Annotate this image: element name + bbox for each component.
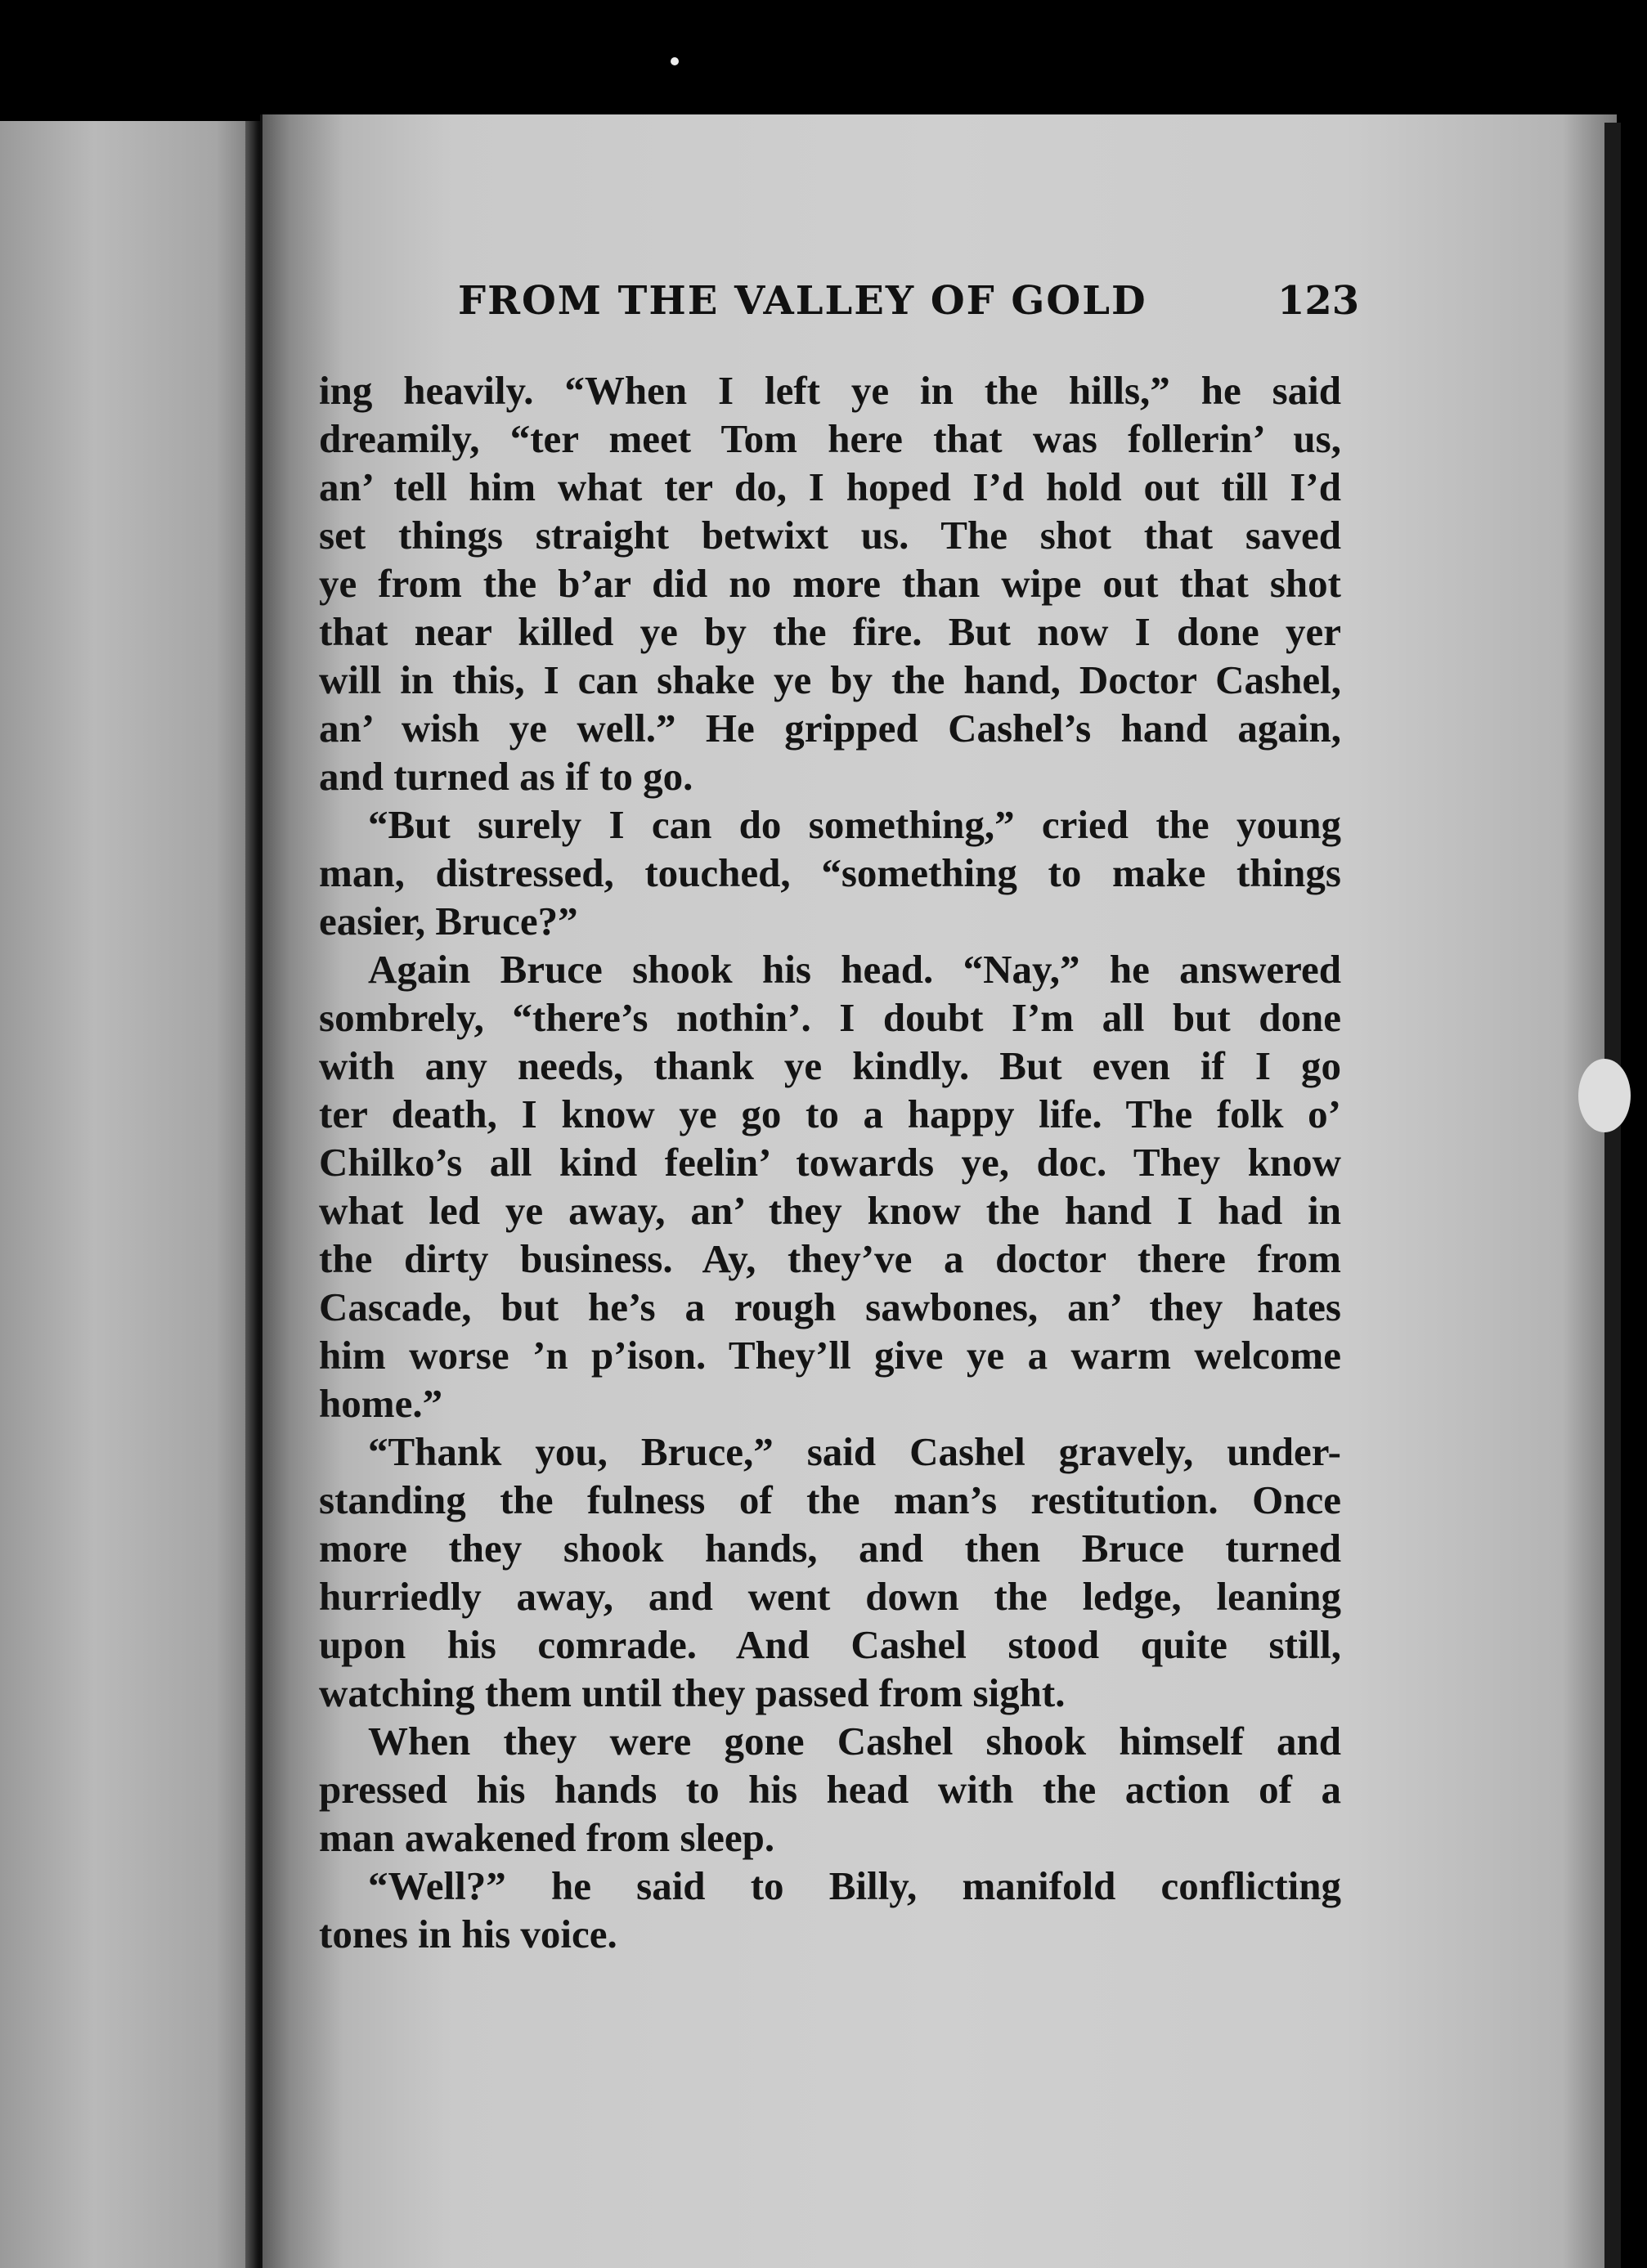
text-line: “But surely I can do something,” cried the young — [368, 802, 1341, 847]
body-text — [319, 366, 1341, 1958]
text-line: with any needs, thank ye kindly. But even if I go — [319, 1043, 1341, 1088]
text-line: hurriedly away, and went down the ledge, leaning — [319, 1574, 1341, 1619]
text-line: an’ wish ye well.” He gripped Cashel’s hand again, — [319, 706, 1341, 751]
text-line: pressed his hands to his head with the action of a — [319, 1767, 1341, 1812]
text-line: Chilko’s all kind feelin’ towards ye, doc. They know — [319, 1140, 1341, 1185]
text-line: more they shook hands, and then Bruce turned — [319, 1526, 1341, 1571]
text-line: “Well?” he said to Billy, manifold conflicting — [368, 1863, 1341, 1908]
text-line: upon his comrade. And Cashel stood quite still, — [319, 1622, 1341, 1667]
text-line: dreamily, “ter meet Tom here that was follerin’ us, — [319, 416, 1341, 461]
text-line: set things straight betwixt us. The shot that saved — [319, 513, 1341, 558]
paragraph — [319, 366, 1341, 800]
text-line: tones in his voice. — [319, 1912, 617, 1956]
text-line: ter death, I know ye go to a happy life. The folk o’ — [319, 1091, 1341, 1136]
paragraph — [319, 945, 1341, 1428]
paragraph — [319, 1428, 1341, 1717]
scan-speck — [1578, 1059, 1631, 1132]
text-line: “Thank you, Bruce,” said Cashel gravely, under- — [368, 1429, 1341, 1474]
text-line: an’ tell him what ter do, I hoped I’d hold out till I’d — [319, 464, 1341, 509]
scan-speck — [671, 57, 679, 65]
text-line: standing the fulness of the man’s restitution. Once — [319, 1477, 1341, 1522]
text-line: Again Bruce shook his head. “Nay,” he answered — [368, 947, 1341, 992]
text-line: watching them until they passed from sight. — [319, 1670, 1066, 1715]
text-line: him worse ’n p’ison. They’ll give ye a warm welcome — [319, 1333, 1341, 1378]
paragraph — [319, 800, 1341, 945]
text-line: man awakened from sleep. — [319, 1815, 775, 1860]
text-line: easier, Bruce?” — [319, 899, 578, 944]
text-line: ye from the b’ar did no more than wipe out that shot — [319, 561, 1341, 606]
text-line: that near killed ye by the fire. But now I done yer — [319, 609, 1341, 654]
paragraph — [319, 1717, 1341, 1862]
text-line: ing heavily. “When I left ye in the hills,” he said — [319, 368, 1341, 413]
text-line: sombrely, “there’s nothin’. I doubt I’m all but done — [319, 995, 1341, 1040]
text-line: When they were gone Cashel shook himself and — [368, 1719, 1341, 1764]
text-line: Cascade, but he’s a rough sawbones, an’ they hates — [319, 1284, 1341, 1329]
running-title: FROM THE VALLEY OF GOLD — [458, 278, 1147, 324]
text-line: the dirty business. Ay, they’ve a doctor there from — [319, 1236, 1341, 1281]
text-line: will in this, I can shake ye by the hand, Doctor Cashel, — [319, 657, 1341, 702]
text-line: home.” — [319, 1381, 443, 1426]
previous-page-margin — [0, 121, 270, 2268]
paragraph — [319, 1862, 1341, 1958]
page-right-edge — [1604, 123, 1621, 2268]
text-line: what led ye away, an’ they know the hand I had in — [319, 1188, 1341, 1233]
page-number: 123 — [1277, 278, 1360, 324]
text-line: and turned as if to go. — [319, 754, 693, 799]
text-line: man, distressed, touched, “something to make things — [319, 850, 1341, 895]
